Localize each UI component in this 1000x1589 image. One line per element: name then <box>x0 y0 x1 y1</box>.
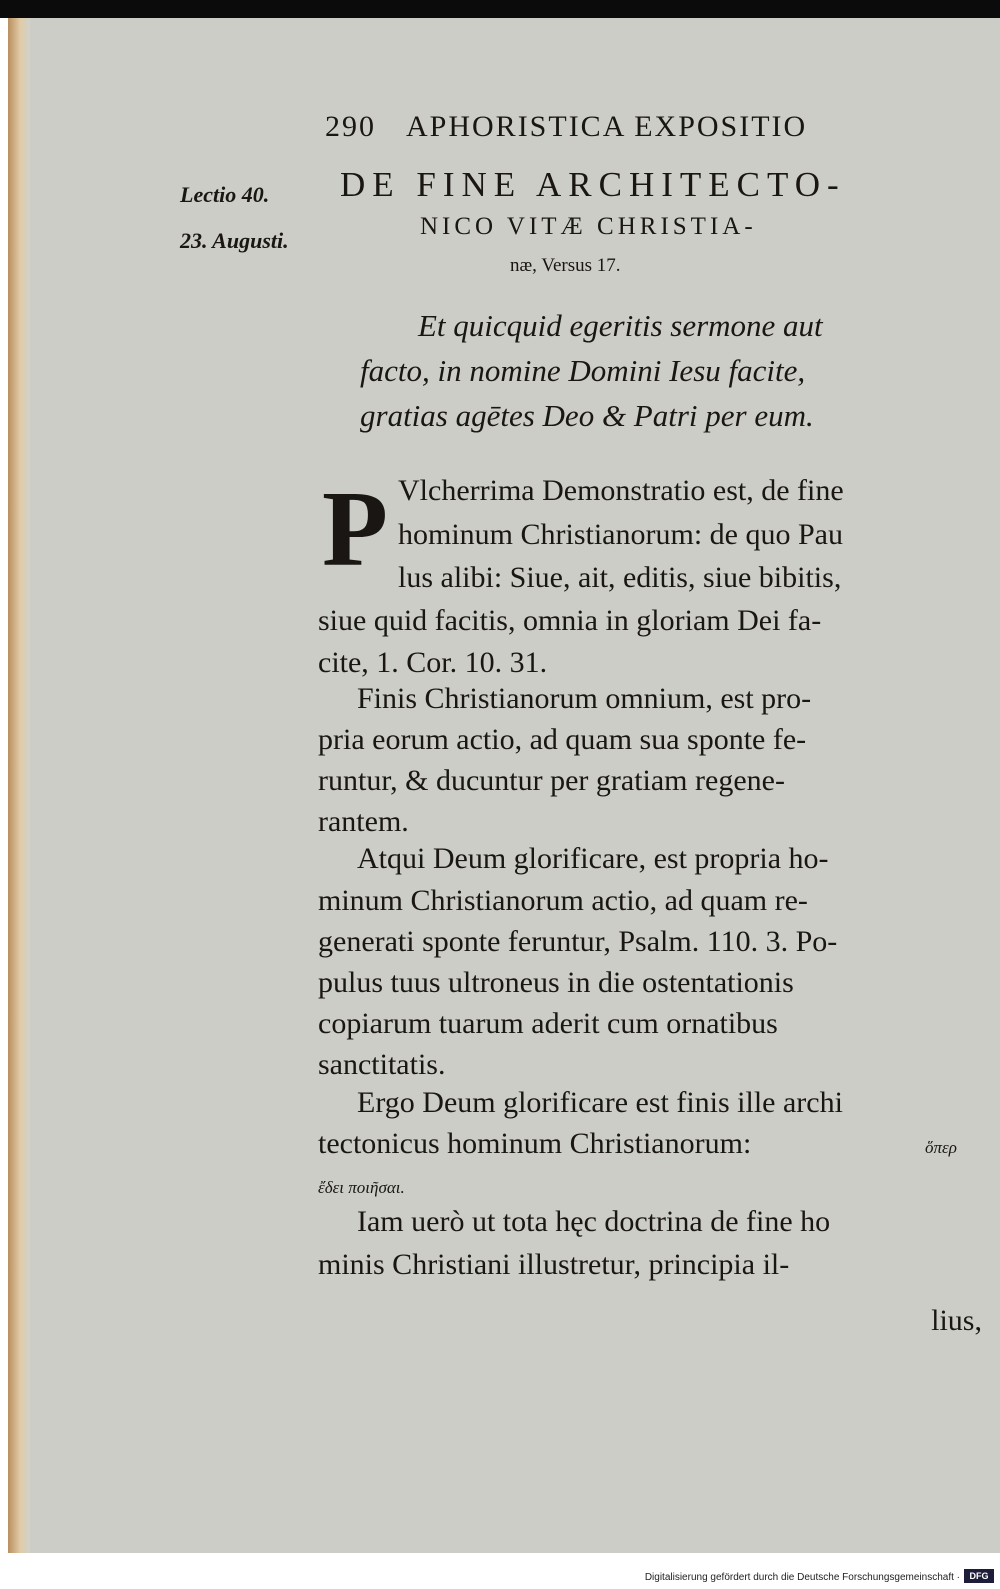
text-line: siue quid facitis, omnia in gloriam Dei fa- <box>318 604 822 637</box>
text-line: sanctitatis. <box>318 1048 446 1081</box>
text-line: rantem. <box>318 805 409 838</box>
text-line: cite, 1. Cor. 10. 31. <box>318 646 548 679</box>
dfg-logo: DFG <box>964 1569 994 1583</box>
footer-bar <box>0 1553 1000 1589</box>
text-line: lus alibi: Siue, ait, editis, siue bibitis, <box>398 561 842 594</box>
section-heading-line-1: DE FINE ARCHITECTO- <box>340 165 846 204</box>
text-line: runtur, & ducuntur per gratiam regene- <box>318 764 785 797</box>
text-line: pulus tuus ultroneus in die ostentationis <box>318 966 794 999</box>
verse-line: facto, in nomine Domini Iesu facite, <box>360 353 806 388</box>
text-line: copiarum tuarum aderit cum ornatibus <box>318 1007 778 1040</box>
text-line: Ergo Deum glorificare est finis ille archi <box>357 1086 843 1119</box>
text-line: tectonicus hominum Christianorum: <box>318 1127 752 1160</box>
footer-credit: Digitalisierung gefördert durch die Deutsche Forschungsgemeinschaft · <box>644 1572 960 1583</box>
catchword: lius, <box>931 1304 982 1337</box>
drop-capital: P <box>322 470 388 589</box>
greek-inline-word: ὅπερ <box>925 1138 957 1157</box>
running-head <box>325 110 807 144</box>
text-line: Finis Christianorum omnium, est pro- <box>357 682 812 715</box>
section-heading-line-3: næ, Versus 17. <box>510 255 621 276</box>
margin-note-lectio: Lectio 40. <box>180 182 270 207</box>
text-line: Atqui Deum glorificare, est propria ho- <box>357 842 829 875</box>
verse-line: gratias agētes Deo & Patri per eum. <box>360 398 814 433</box>
text-line: generati sponte feruntur, Psalm. 110. 3. Po- <box>318 925 838 958</box>
page-number: 290 <box>325 110 376 143</box>
text-line: minis Christiani illustretur, principia il- <box>318 1248 790 1281</box>
verse-line: Et quicquid egeritis sermone aut <box>418 308 823 343</box>
text-line: Iam uerò ut tota hęc doctrina de fine ho <box>357 1205 831 1238</box>
running-title: APHORISTICA EXPOSITIO <box>406 110 808 143</box>
scanner-top-border <box>0 0 1000 18</box>
text-line: Vlcherrima Demonstratio est, de fine <box>398 474 844 507</box>
text-line: pria eorum actio, ad quam sua sponte fe- <box>318 723 807 756</box>
text-line: hominum Christianorum: de quo Pau <box>398 518 843 551</box>
margin-note-date: 23. Augusti. <box>180 228 289 253</box>
greek-line: ἔδει ποιῆσαι. <box>318 1178 405 1197</box>
section-heading-line-2: NICO VITÆ CHRISTIA- <box>420 213 757 240</box>
page-binding-edge <box>8 18 30 1553</box>
text-line: minum Christianorum actio, ad quam re- <box>318 884 808 917</box>
